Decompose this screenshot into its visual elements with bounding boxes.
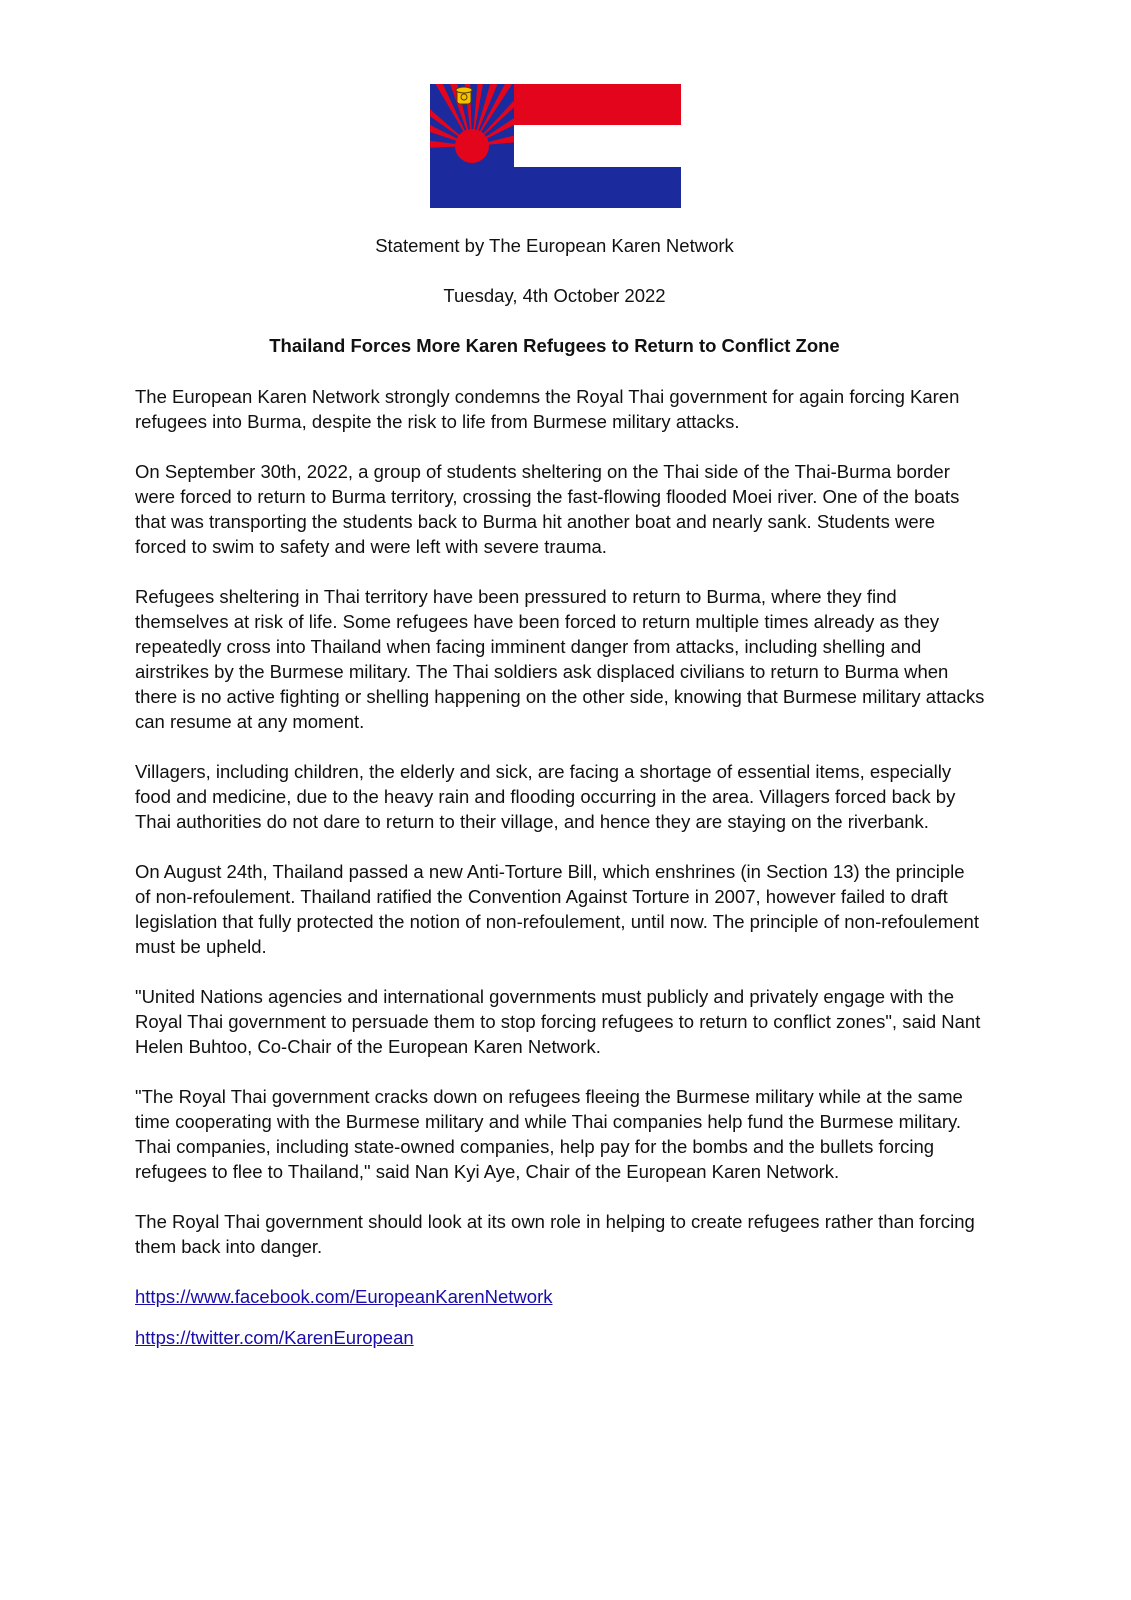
drum-icon (456, 87, 472, 104)
facebook-link[interactable]: https://www.facebook.com/EuropeanKarenNetwork (135, 1286, 553, 1307)
paragraph: Villagers, including children, the elderly and sick, are facing a shortage of essential items, especially food and medicine, due to the heavy rain and flooding occurring in the area. Villagers forced back by Thai authorities do not dare to return to their village, and hence they are staying on the riverbank. (135, 761, 956, 832)
paragraph: On September 30th, 2022, a group of students sheltering on the Thai side of the Thai-Burma border were forced to return to Burma territory, crossing the fast-flowing flooded Moei river. One of the boats that was transporting the students back to Burma hit another boat and nearly sank. Students were forced to swim to safety and were left with severe trauma. (135, 461, 960, 557)
statement-date: Tuesday, 4th October 2022 (443, 285, 666, 306)
paragraph: The Royal Thai government should look at its own role in helping to create refugees rather than forcing them back into danger. (135, 1211, 975, 1257)
statement-body (135, 384, 985, 1284)
paragraph: On August 24th, Thailand passed a new Anti-Torture Bill, which enshrines (in Section 13) the principle of non-refoulement. Thailand ratified the Convention Against Torture in 2007, however failed to draft legislation that fully protected the notion of non-refoulement, until now. The principle of non-refoulement must be upheld. (135, 861, 979, 957)
paragraph: "The Royal Thai government cracks down on refugees fleeing the Burmese military while at the same time cooperating with the Burmese military and while Thai companies help fund the Burmese military. Thai companies, including state-owned companies, help pay for the bombs and the bullets forcing refugees to flee to Thailand," said Nan Kyi Aye, Chair of the European Karen Network. (135, 1086, 963, 1182)
paragraph: The European Karen Network strongly condemns the Royal Thai government for again forcing Karen refugees into Burma, despite the risk to life from Burmese military attacks. (135, 386, 960, 432)
paragraph: "United Nations agencies and international governments must publicly and privately engage with the Royal Thai government to persuade them to stop forcing refugees to return to conflict zones", said Nant Helen Buhtoo, Co-Chair of the European Karen Network. (135, 986, 981, 1057)
karen-flag-emblem (430, 84, 681, 208)
karen-flag-graphic (430, 84, 681, 208)
statement-by: Statement by The European Karen Network (375, 235, 734, 256)
paragraph: Refugees sheltering in Thai territory have been pressured to return to Burma, where they find themselves at risk of life. Some refugees have been forced to return multiple times already as they repeatedly cross into Thailand when facing imminent danger from attacks, including shelling and airstrikes by the Burmese military. The Thai soldiers ask displaced civilians to return to Burma when there is no active fighting or shelling happening on the other side, knowing that Burmese military attacks can resume at any moment. (135, 586, 985, 732)
statement-title: Thailand Forces More Karen Refugees to Return to Conflict Zone (269, 335, 840, 356)
twitter-link[interactable]: https://twitter.com/KarenEuropean (135, 1327, 414, 1348)
social-links (135, 1285, 985, 1367)
